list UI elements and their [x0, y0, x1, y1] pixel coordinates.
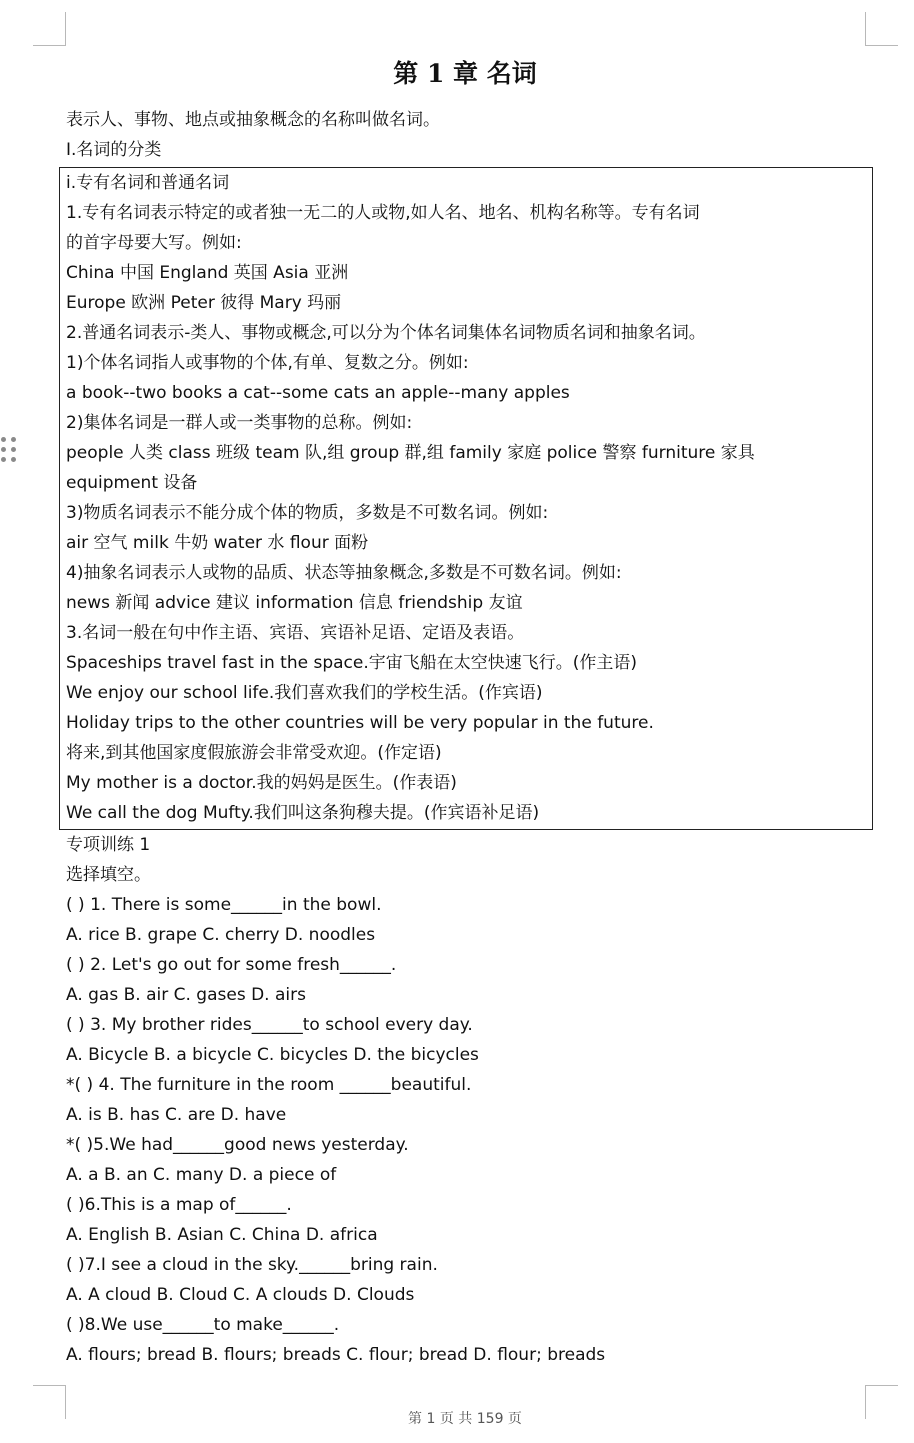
box-text-line: Europe 欧洲 Peter 彼得 Mary 玛丽 — [66, 293, 342, 313]
exercise-line: A. a B. an C. many D. a piece of — [66, 1165, 337, 1185]
exercise-line: A. gas B. air C. gases D. airs — [66, 985, 306, 1005]
box-text-line: equipment 设备 — [66, 473, 198, 493]
crop-mark-top-left — [33, 12, 66, 46]
chapter-title: 第 1 章 名词 — [393, 59, 537, 88]
box-text-line: 4)抽象名词表示人或物的品质、状态等抽象概念,多数是不可数名词。例如: — [66, 563, 622, 583]
box-text-line: Holiday trips to the other countries will be very popular in the future. — [66, 713, 654, 733]
exercise-line: A. flours; bread B. flours; breads C. flour; bread D. flour; breads — [66, 1345, 606, 1365]
box-text-line: 3.名词一般在句中作主语、宾语、宾语补足语、定语及表语。 — [66, 623, 525, 643]
box-text-line: air 空气 milk 牛奶 water 水 flour 面粉 — [66, 533, 369, 553]
exercise-heading: 专项训练 1 — [66, 835, 151, 855]
box-text-line: people 人类 class 班级 team 队,组 group 群,组 family 家庭 police 警察 furniture 家具 — [66, 443, 755, 463]
exercise-line: ( ) 2. Let's go out for some fresh______. — [66, 955, 397, 975]
exercise-line: A. is B. has C. are D. have — [66, 1105, 287, 1125]
box-text-line: We call the dog Mufty.我们叫这条狗穆夫提。(作宾语补足语) — [66, 803, 540, 823]
intro-text: 表示人、事物、地点或抽象概念的名称叫做名词。 — [66, 110, 440, 130]
box-text-line: i.专有名词和普通名词 — [66, 173, 230, 193]
box-text-line: 2)集体名词是一群人或一类事物的总称。例如: — [66, 413, 413, 433]
box-text-line: We enjoy our school life.我们喜欢我们的学校生活。(作宾语) — [66, 683, 543, 703]
box-text-line: China 中国 England 英国 Asia 亚洲 — [66, 263, 349, 283]
section-heading: I.名词的分类 — [66, 140, 162, 160]
exercise-line: ( ) 1. There is some______in the bowl. — [66, 895, 382, 915]
box-text-line: 将来,到其他国家度假旅游会非常受欢迎。(作定语) — [66, 743, 442, 763]
box-text-line: 3)物质名词表示不能分成个体的物质，多数是不可数名词。例如: — [66, 503, 549, 523]
exercise-instruction: 选择填空。 — [66, 865, 151, 885]
exercise-line: ( )8.We use______to make______. — [66, 1315, 340, 1335]
box-text-line: Spaceships travel fast in the space.宇宙飞船在太空快速飞行。(作主语) — [66, 653, 638, 673]
exercise-line: ( )6.This is a map of______. — [66, 1195, 292, 1215]
box-text-line: 1.专有名词表示特定的或者独一无二的人或物,如人名、地名、机构名称等。专有名词 — [66, 203, 700, 223]
page-footer: 第 1 页 共 159 页 — [408, 1411, 522, 1427]
box-text-line: a book--two books a cat--some cats an apple--many apples — [66, 383, 570, 403]
box-text-line: 2.普通名词表示-类人、事物或概念,可以分为个体名词集体名词物质名词和抽象名词。 — [66, 323, 706, 343]
box-text-line: news 新闻 advice 建议 information 信息 friendship 友谊 — [66, 593, 523, 613]
exercise-line: A. A cloud B. Cloud C. A clouds D. Clouds — [66, 1285, 415, 1305]
crop-mark-top-right — [865, 12, 898, 46]
exercise-line: A. English B. Asian C. China D. africa — [66, 1225, 378, 1245]
drag-handle-icon[interactable] — [0, 436, 20, 468]
box-text-line: 的首字母要大写。例如: — [66, 233, 242, 253]
box-text-line: 1)个体名词指人或事物的个体,有单、复数之分。例如: — [66, 353, 469, 373]
box-text-line: My mother is a doctor.我的妈妈是医生。(作表语) — [66, 773, 457, 793]
exercise-line: ( )7.I see a cloud in the sky.______bring rain. — [66, 1255, 438, 1275]
exercise-line: A. rice B. grape C. cherry D. noodles — [66, 925, 376, 945]
exercise-line: ( ) 3. My brother rides______to school every day. — [66, 1015, 473, 1035]
exercise-line: *( ) 4. The furniture in the room ______beautiful. — [66, 1075, 472, 1095]
exercise-line: *( )5.We had______good news yesterday. — [66, 1135, 409, 1155]
exercise-line: A. Bicycle B. a bicycle C. bicycles D. the bicycles — [66, 1045, 479, 1065]
